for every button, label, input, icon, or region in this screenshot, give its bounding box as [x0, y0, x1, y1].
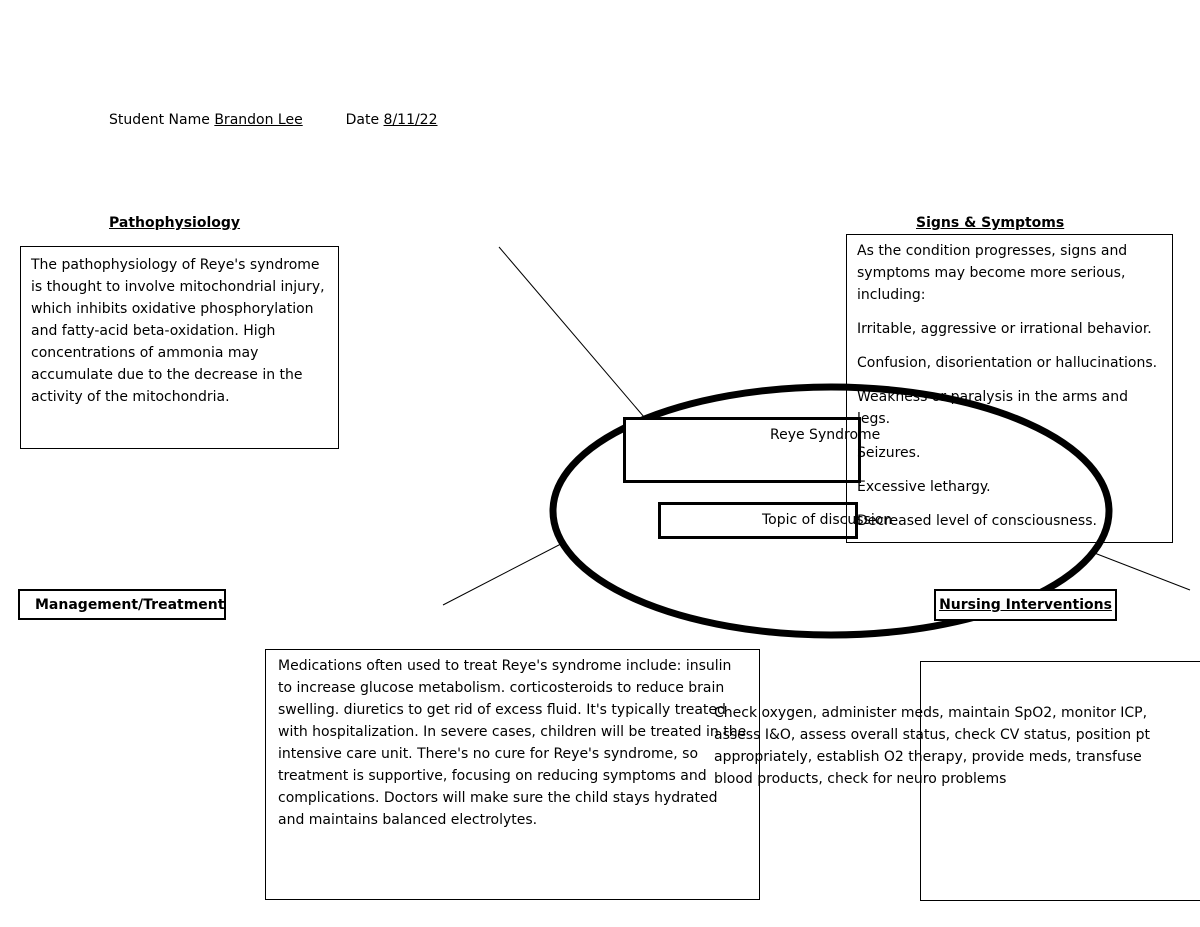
date-value: 8/11/22 — [383, 112, 438, 128]
pathophysiology-box — [20, 246, 339, 449]
management-text: Medications often used to treat Reye's syndrome include: insulin to increase glucose metabolism. corticosteroids to reduce brain swelling. diuretics to get rid of excess fluid. It's typically treated with hospitalization. In severe cases, children will be treated in the intensive care unit. There's no cure for Reye's syndrome, so treatment is supportive, focusing on reducing symptoms and complications. Doctors will make sure the child stays hydrated and maintains balanced electrolytes. — [278, 658, 747, 828]
student-name-label: Student Name — [109, 112, 215, 128]
nursing-heading-box — [934, 589, 1117, 621]
management-heading: Management/Treatment — [35, 596, 225, 613]
symptom-item: Seizures. — [857, 445, 921, 461]
student-name-value: Brandon Lee — [214, 112, 303, 128]
management-heading-box — [18, 589, 226, 620]
signs-symptoms-box — [846, 234, 1173, 543]
nursing-text: Check oxygen, administer meds, maintain SpO2, monitor ICP, assess I&O, assess overall status, check CV status, position pt appropriately, establish O2 therapy, provide meds, transfuse blood products, check for neuro problems — [714, 705, 1150, 787]
symptom-item: Excessive lethargy. — [857, 479, 991, 495]
signs-symptoms-intro: As the condition progresses, signs and symptoms may become more serious, including: — [857, 243, 1128, 303]
topic-title: Reye Syndrome — [770, 427, 881, 443]
symptom-item: Irritable, aggressive or irrational behavior. — [857, 321, 1152, 337]
symptom-item: Confusion, disorientation or hallucinations. — [857, 355, 1158, 371]
connector-line-pathophysiology — [499, 247, 650, 424]
student-header — [109, 112, 438, 128]
management-box — [265, 649, 760, 900]
pathophysiology-text: The pathophysiology of Reye's syndrome is thought to involve mitochondrial injury, which inhibits oxidative phosphorylation and fatty-acid beta-oxidation. High concentrations of ammonia may accumulate due to the decrease in the activity of the mitochondria. — [31, 257, 325, 405]
symptom-item: Decreased level of consciousness. — [857, 513, 1097, 529]
pathophysiology-heading: Pathophysiology — [109, 215, 241, 231]
nursing-heading: Nursing Interventions — [939, 597, 1112, 613]
date-label: Date — [345, 112, 384, 128]
topic-subtitle: Topic of discussion — [762, 512, 893, 528]
signs-symptoms-heading: Signs & Symptoms — [916, 215, 1065, 231]
symptom-item: Weakness or paralysis in the arms and legs. — [857, 389, 1128, 427]
